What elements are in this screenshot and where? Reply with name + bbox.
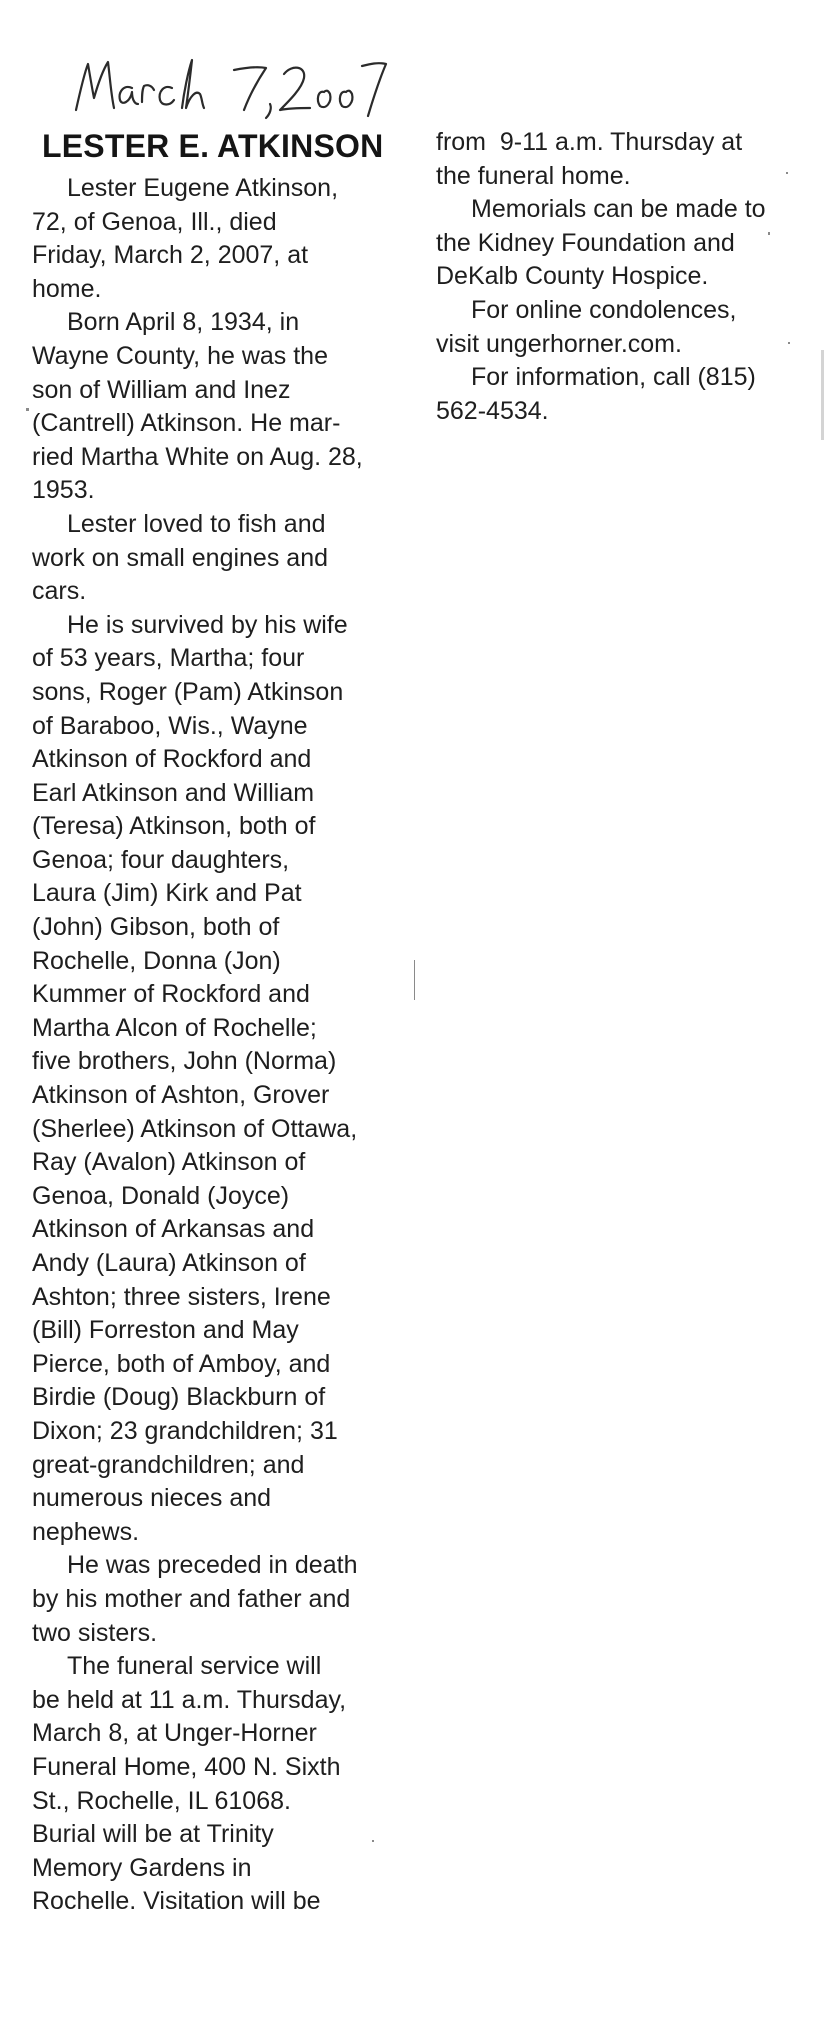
text-line: Lester Eugene Atkinson, bbox=[67, 174, 339, 202]
text-line: sons, Roger (Pam) Atkinson bbox=[32, 677, 344, 706]
text-line: Rochelle, Donna (Jon) bbox=[32, 946, 281, 975]
text-line: Martha Alcon of Rochelle; bbox=[32, 1013, 317, 1042]
scan-speck bbox=[788, 342, 790, 344]
obituary-column-left bbox=[32, 172, 412, 1919]
text-line: son of William and Inez bbox=[32, 375, 291, 404]
text-line: visit ungerhorner.com. bbox=[436, 329, 682, 358]
text-line: Born April 8, 1934, in bbox=[67, 308, 300, 337]
handwritten-date-signature bbox=[70, 52, 390, 122]
text-line: (Teresa) Atkinson, both of bbox=[32, 812, 316, 841]
text-line: St., Rochelle, IL 61068. bbox=[32, 1786, 291, 1815]
text-line: of 53 years, Martha; four bbox=[32, 644, 305, 673]
scan-speck bbox=[372, 1840, 374, 1842]
obituary-headline: LESTER E. ATKINSON bbox=[42, 128, 384, 164]
text-line: be held at 11 a.m. Thursday, bbox=[32, 1685, 347, 1714]
text-line: For online condolences, bbox=[471, 295, 737, 324]
text-line: five brothers, John (Norma) bbox=[32, 1047, 337, 1076]
text-line: nephews. bbox=[32, 1517, 140, 1546]
text-line: two sisters. bbox=[32, 1618, 158, 1647]
text-line: Lester loved to fish and bbox=[67, 509, 326, 538]
paragraph-opening bbox=[32, 172, 412, 306]
paragraph-service bbox=[32, 1650, 412, 1919]
text-line: Memory Gardens in bbox=[32, 1853, 252, 1882]
text-line: He is survived by his wife bbox=[67, 610, 348, 639]
scan-speck bbox=[414, 960, 415, 1000]
text-line: He was preceded in death bbox=[67, 1551, 358, 1580]
paragraph-condolences bbox=[436, 294, 816, 361]
text-line: Memorials can be made to bbox=[471, 195, 766, 224]
text-line: cars. bbox=[32, 577, 87, 606]
text-line: Atkinson of Ashton, Grover bbox=[32, 1081, 330, 1110]
text-line: Rochelle. Visitation will be bbox=[32, 1887, 321, 1916]
handwritten-date bbox=[70, 52, 390, 122]
text-line: For information, call (815) bbox=[471, 363, 756, 392]
text-line: (Cantrell) Atkinson. He mar- bbox=[32, 409, 341, 438]
text-line: Earl Atkinson and William bbox=[32, 778, 315, 807]
obituary-column-right bbox=[436, 126, 816, 428]
text-line: ried Martha White on Aug. 28, bbox=[32, 442, 363, 471]
text-line: Genoa, Donald (Joyce) bbox=[32, 1181, 290, 1210]
scan-speck bbox=[768, 232, 770, 235]
text-line: Funeral Home, 400 N. Sixth bbox=[32, 1752, 341, 1781]
text-line: (Bill) Forreston and May bbox=[32, 1316, 299, 1345]
text-line: Birdie (Doug) Blackburn of bbox=[32, 1383, 326, 1412]
text-line: (John) Gibson, both of bbox=[32, 913, 280, 942]
text-line: Dixon; 23 grandchildren; 31 bbox=[32, 1416, 338, 1445]
text-line: the funeral home. bbox=[436, 161, 631, 190]
text-line: numerous nieces and bbox=[32, 1484, 272, 1513]
paragraph-information bbox=[436, 361, 816, 428]
text-line: DeKalb County Hospice. bbox=[436, 262, 709, 291]
text-line: (Sherlee) Atkinson of Ottawa, bbox=[32, 1114, 358, 1143]
text-line: Laura (Jim) Kirk and Pat bbox=[32, 879, 302, 908]
text-line: Burial will be at Trinity bbox=[32, 1820, 274, 1849]
text-line: The funeral service will bbox=[67, 1652, 322, 1681]
text-line: Atkinson of Rockford and bbox=[32, 745, 312, 774]
scan-speck bbox=[26, 408, 29, 411]
paragraph-survivors bbox=[32, 609, 412, 1550]
text-line: 562-4534. bbox=[436, 396, 549, 425]
text-line: Genoa; four daughters, bbox=[32, 845, 290, 874]
text-line: by his mother and father and bbox=[32, 1584, 351, 1613]
paragraph-preceded bbox=[32, 1549, 412, 1650]
text-line: home. bbox=[32, 274, 102, 303]
text-line: 72, of Genoa, Ill., died bbox=[32, 207, 277, 236]
text-line: Atkinson of Arkansas and bbox=[32, 1215, 315, 1244]
text-line: great-grandchildren; and bbox=[32, 1450, 305, 1479]
text-line: March 8, at Unger-Horner bbox=[32, 1719, 317, 1748]
text-line: Friday, March 2, 2007, at bbox=[32, 241, 309, 270]
paragraph-birth bbox=[32, 306, 412, 508]
text-line: from 9-11 a.m. Thursday at bbox=[436, 128, 743, 156]
paragraph-hobbies bbox=[32, 508, 412, 609]
text-line: 1953. bbox=[32, 476, 95, 505]
paragraph-memorials bbox=[436, 193, 816, 294]
text-line: Andy (Laura) Atkinson of bbox=[32, 1249, 306, 1277]
text-line: the Kidney Foundation and bbox=[436, 228, 735, 257]
text-line: Ray (Avalon) Atkinson of bbox=[32, 1148, 306, 1177]
text-line: Ashton; three sisters, Irene bbox=[32, 1282, 331, 1311]
text-line: work on small engines and bbox=[32, 543, 328, 572]
text-line: of Baraboo, Wis., Wayne bbox=[32, 711, 308, 740]
paragraph-visitation-continued bbox=[436, 126, 816, 193]
text-line: Kummer of Rockford and bbox=[32, 980, 310, 1009]
text-line: Pierce, both of Amboy, and bbox=[32, 1349, 331, 1378]
scan-speck bbox=[786, 172, 788, 174]
text-line: Wayne County, he was the bbox=[32, 341, 328, 370]
